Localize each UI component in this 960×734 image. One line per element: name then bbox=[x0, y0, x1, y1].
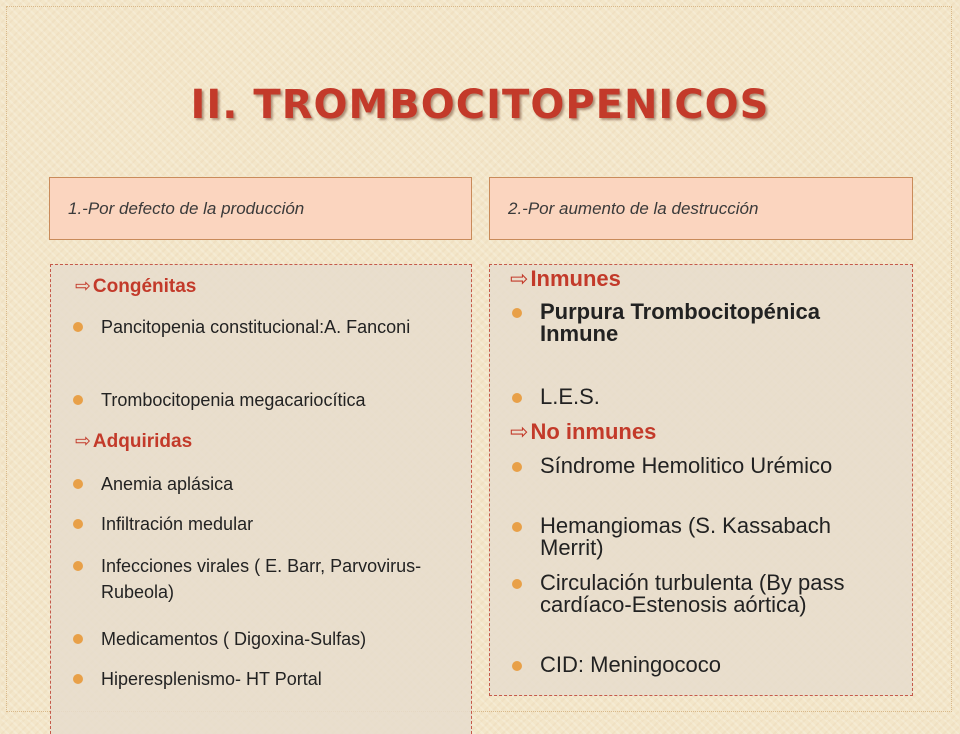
list-item bbox=[512, 572, 902, 640]
list-item-text: Infiltración medular bbox=[101, 514, 254, 534]
list-item-text: Anemia aplásica bbox=[101, 474, 234, 494]
list-item-text: Pancitopenia constitucional:A. Fanconi bbox=[101, 317, 411, 337]
subheading-label: No inmunes bbox=[530, 419, 657, 444]
bullet-icon bbox=[73, 395, 83, 405]
subheading-label: Inmunes bbox=[530, 266, 621, 291]
list-item bbox=[73, 511, 453, 537]
list-item-text: Hiperesplenismo- HT Portal bbox=[101, 669, 322, 689]
list-item bbox=[512, 654, 902, 678]
panel-production bbox=[50, 264, 472, 734]
bullet-icon bbox=[73, 674, 83, 684]
list-item bbox=[512, 515, 902, 561]
list-item bbox=[73, 471, 453, 497]
subheading-inmunes bbox=[510, 266, 621, 292]
list-item-text: Circulación turbulenta (By pass cardíaco-Estenosis aórtica) bbox=[540, 570, 845, 617]
bullet-icon bbox=[512, 661, 522, 671]
slide-title: II. TROMBOCITOPENICOS bbox=[190, 82, 770, 128]
list-item-text: Síndrome Hemolitico Urémico bbox=[540, 453, 833, 478]
subheading-label: Congénitas bbox=[92, 275, 197, 297]
bullet-icon bbox=[512, 579, 522, 589]
list-item bbox=[73, 666, 453, 692]
list-item-text: CID: Meningococo bbox=[540, 652, 721, 677]
column-header-production: 1.-Por defecto de la producción bbox=[49, 177, 472, 240]
bullet-icon bbox=[512, 308, 522, 318]
subheading-adquiridas bbox=[75, 430, 192, 453]
bullet-icon bbox=[512, 462, 522, 472]
list-item bbox=[512, 301, 902, 371]
list-item bbox=[73, 626, 453, 652]
list-item bbox=[512, 455, 902, 501]
arrow-icon: ⇨ bbox=[75, 431, 91, 452]
list-item bbox=[73, 387, 453, 413]
list-item-text: Medicamentos ( Digoxina-Sulfas) bbox=[101, 629, 367, 649]
bullet-icon bbox=[73, 519, 83, 529]
subheading-label: Adquiridas bbox=[92, 430, 193, 452]
bullet-icon bbox=[73, 634, 83, 644]
subheading-congenitas bbox=[75, 275, 196, 298]
list-item-text: L.E.S. bbox=[540, 384, 600, 409]
panel-destruction bbox=[489, 264, 913, 696]
arrow-icon: ⇨ bbox=[510, 419, 529, 444]
arrow-icon: ⇨ bbox=[75, 276, 91, 297]
bullet-icon bbox=[512, 393, 522, 403]
list-item-text: Infecciones virales ( E. Barr, Parvovirus-Rubeola) bbox=[101, 556, 422, 602]
arrow-icon: ⇨ bbox=[510, 266, 529, 291]
subheading-no-inmunes bbox=[510, 419, 656, 445]
list-item bbox=[73, 553, 453, 609]
list-item bbox=[73, 314, 453, 370]
bullet-icon bbox=[73, 322, 83, 332]
bullet-icon bbox=[512, 522, 522, 532]
column-header-destruction: 2.-Por aumento de la destrucción bbox=[489, 177, 913, 240]
list-item-text: Trombocitopenia megacariocítica bbox=[101, 390, 366, 410]
list-item-text: Hemangiomas (S. Kassabach Merrit) bbox=[540, 513, 832, 560]
list-item bbox=[512, 386, 902, 410]
bullet-icon bbox=[73, 479, 83, 489]
list-item-text: Purpura Trombocitopénica Inmune bbox=[540, 299, 820, 346]
bullet-icon bbox=[73, 561, 83, 571]
